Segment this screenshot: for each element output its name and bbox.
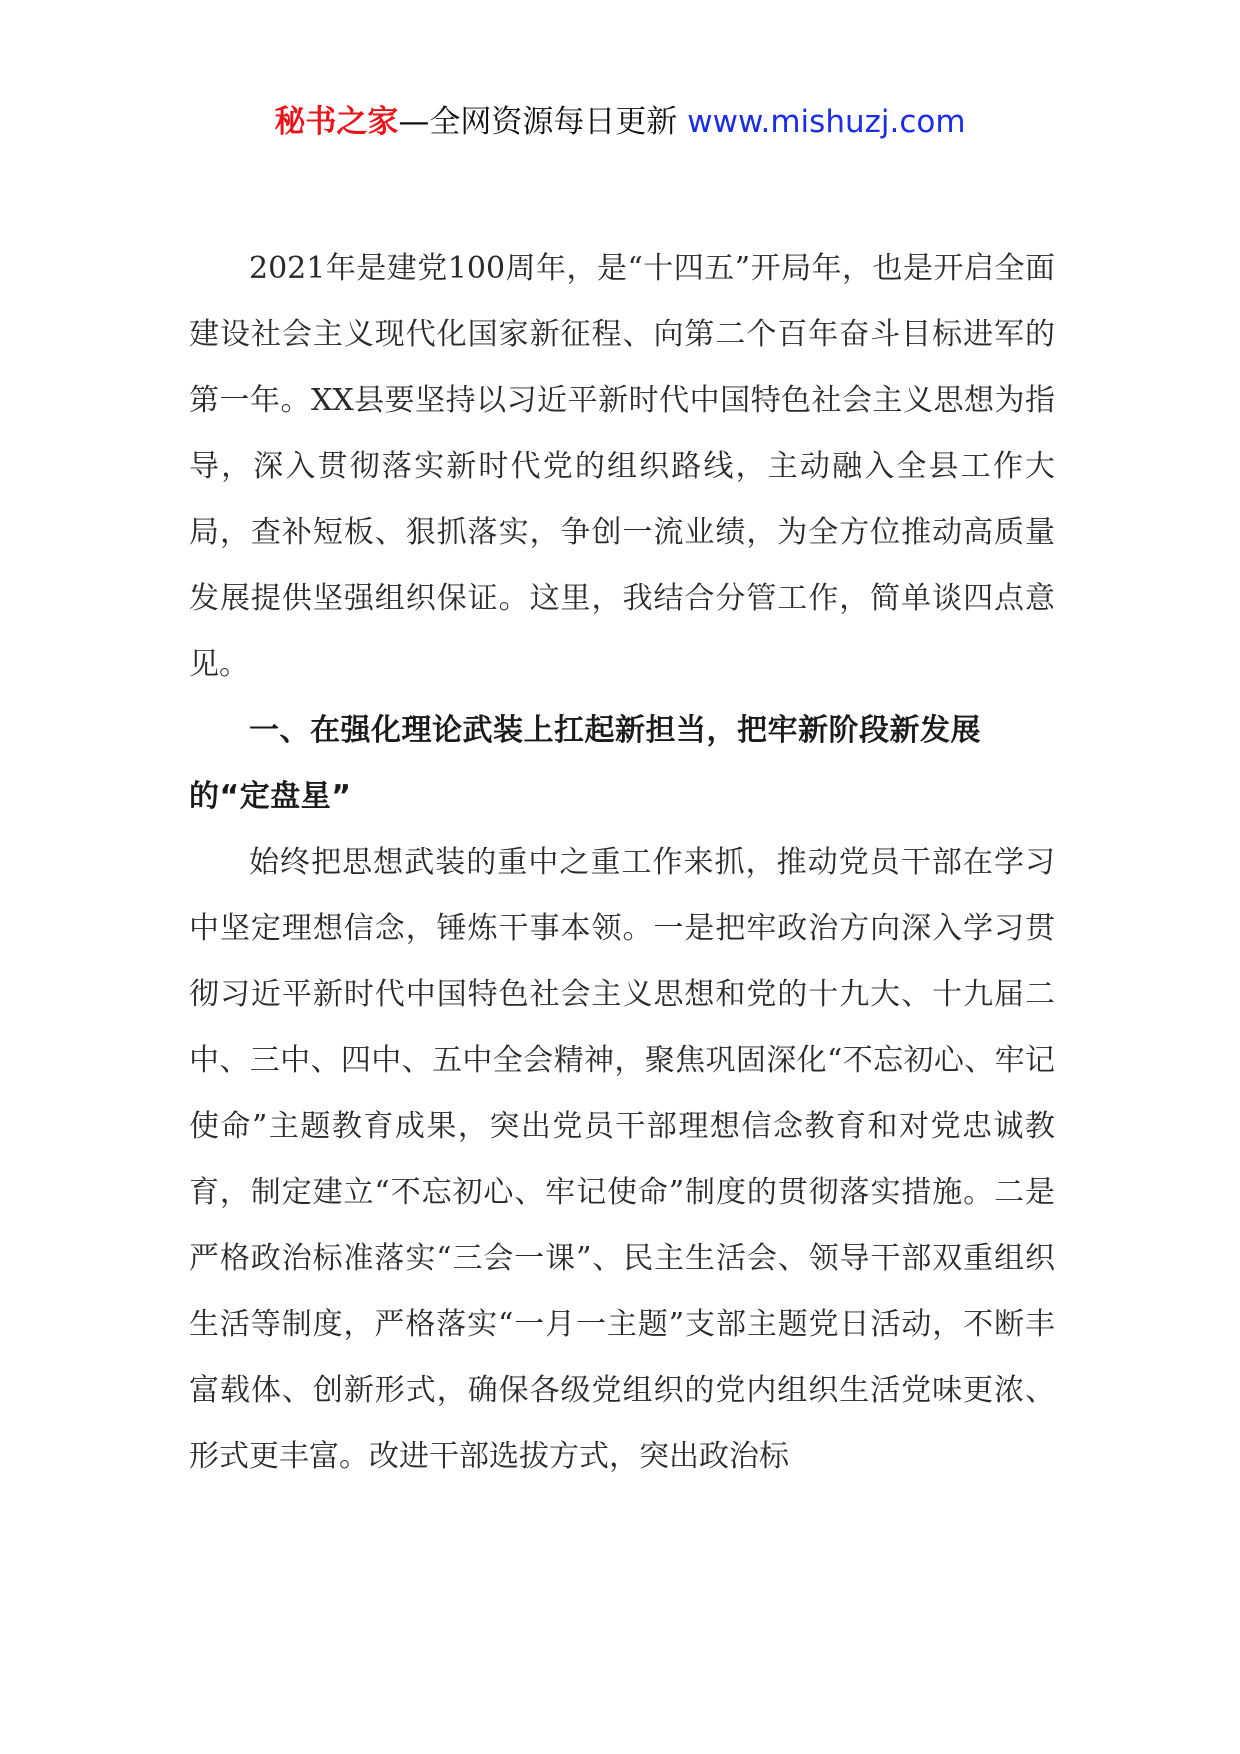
site-url-link[interactable]: www.mishuzj.com <box>687 104 966 140</box>
site-brand: 秘书之家 <box>274 104 399 140</box>
section-1-paragraph: 始终把思想武装的重中之重工作来抓，推动党员干部在学习中坚定理想信念，锤炼干事本领。一是把牢政治方向深入学习贯彻习近平新时代中国特色社会主义思想和党的十九大、十九届二中、三中、四中、五中全会精神，聚焦巩固深化“不忘初心、牢记使命”主题教育成果，突出党员干部理想信念教育和对党忠诚教育，制定建立“不忘初心、牢记使命”制度的贯彻落实措施。二是严格政治标准落实“三会一课”、民主生活会、领导干部双重组织生活等制度，严格落实“一月一主题”支部主题党日活动，不断丰富载体、创新形式，确保各级党组织的党内组织生活党味更浓、形式更丰富。改进干部选拔方式，突出政治标 <box>189 845 1055 1474</box>
document-body <box>189 236 1055 1490</box>
intro-paragraph: 2021年是建党100周年，是“十四五”开局年，也是开启全面建设社会主义现代化国家新征程、向第二个百年奋斗目标进军的第一年。XX县要坚持以习近平新时代中国特色社会主义思想为指导，深入贯彻落实新时代党的组织路线，主动融入全县工作大局，查补短板、狠抓落实，争创一流业绩，为全方位推动高质量发展提供坚强组织保证。这里，我结合分管工作，简单谈四点意见。 <box>189 251 1055 682</box>
page-header <box>0 100 1240 144</box>
section-heading-1: 一、在强化理论武装上扛起新担当，把牢新阶段新发展的“定盘星” <box>189 713 981 814</box>
site-tagline: —全网资源每日更新 <box>398 104 678 140</box>
